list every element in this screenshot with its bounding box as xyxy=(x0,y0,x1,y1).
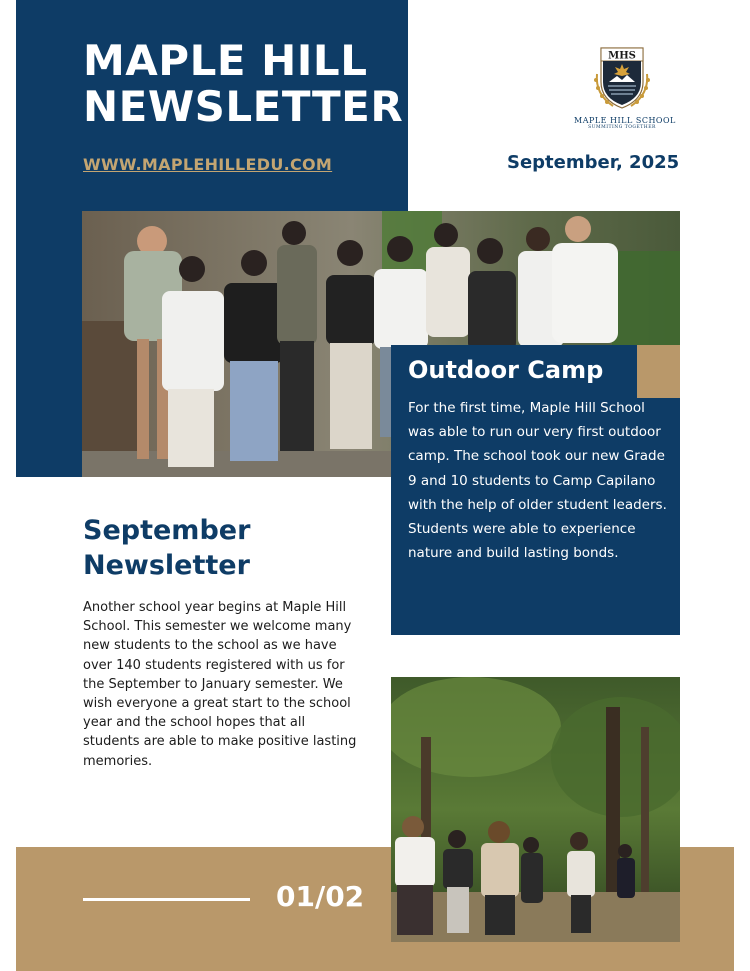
september-newsletter-body: Another school year begins at Maple Hill School. This semester we welcome many new students to the school as we have over 140 students registered with us for the September to January semester. We wish everyone a great start to the school year and the school hopes that all students are able to make positive lasting memories. xyxy=(83,600,357,769)
logo-school-name: MAPLE HILL SCHOOL xyxy=(574,116,676,125)
newsletter-title xyxy=(83,38,403,130)
crest-monogram: MHS xyxy=(608,50,636,62)
school-logo xyxy=(574,42,676,142)
september-newsletter-title xyxy=(83,513,250,583)
footer-divider-line xyxy=(83,898,250,901)
forest-photo-image xyxy=(391,677,680,942)
title-line-2: NEWSLETTER xyxy=(83,82,404,131)
outdoor-camp-title: Outdoor Camp xyxy=(408,356,604,384)
page-number: 01/02 xyxy=(276,880,365,913)
title-line-1: MAPLE HILL xyxy=(83,36,368,85)
september-title-line-1: September xyxy=(83,515,251,546)
september-title-line-2: Newsletter xyxy=(83,550,250,581)
gold-accent-block xyxy=(637,345,680,398)
website-link[interactable]: WWW.MAPLEHILLEDU.COM xyxy=(83,155,333,174)
school-crest-icon xyxy=(591,42,653,114)
logo-motto: SUMMITING TOGETHER xyxy=(588,125,656,130)
issue-date: September, 2025 xyxy=(507,152,680,173)
outdoor-camp-body: For the first time, Maple Hill School was able to run our very first outdoor camp. The school took our new Grade 9 and 10 students to Camp Capilano with the help of older student leaders. Students were able to experience nature and build lasting bonds. xyxy=(408,400,667,562)
forest-hike-photo xyxy=(391,677,680,942)
